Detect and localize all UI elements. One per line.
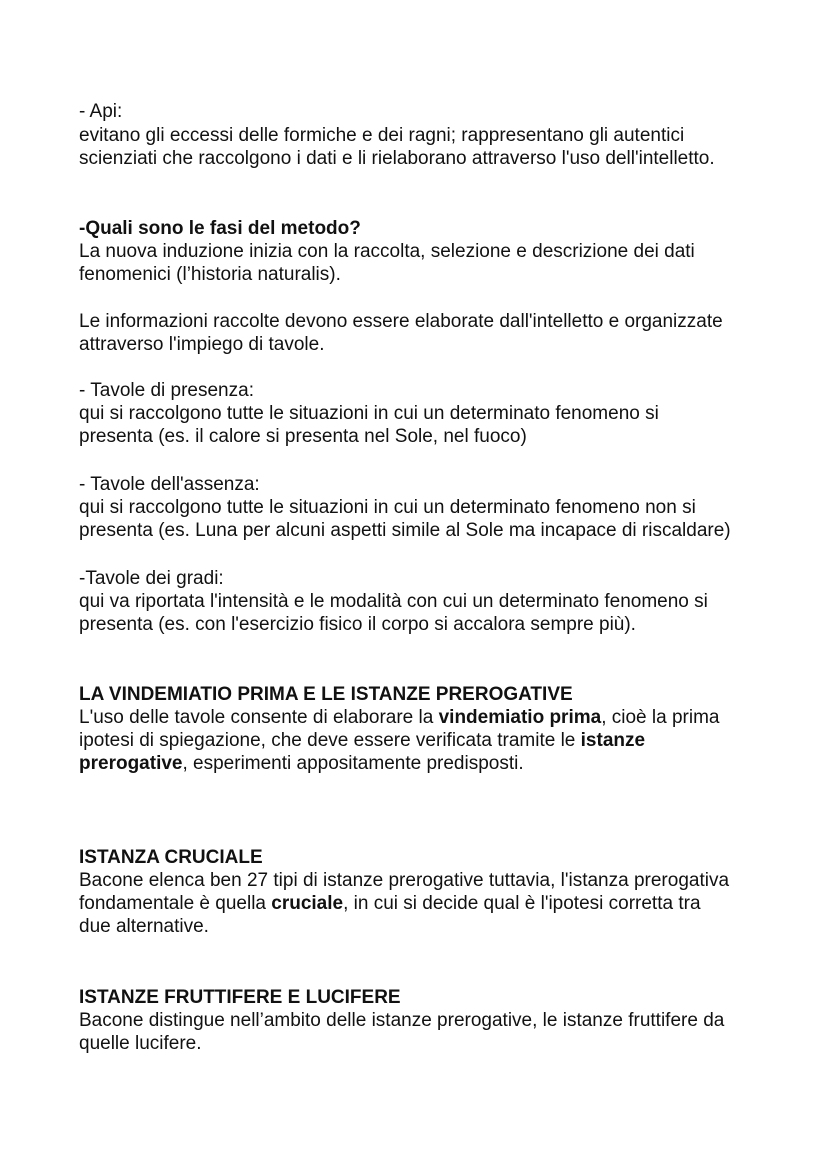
bold-term: prerogative: [79, 753, 183, 774]
paragraph-line: [79, 892, 701, 915]
bold-term: istanze: [580, 730, 646, 751]
text-run: , esperimenti appositamente predisposti.: [182, 753, 524, 774]
presence-tables-heading: - Tavole di presenza:: [79, 380, 254, 401]
paragraph-line: fenomenici (l’historia naturalis).: [79, 264, 341, 285]
paragraph-line: Le informazioni raccolte devono essere elaborate dall'intelletto e organizzate: [79, 311, 723, 332]
degrees-tables-heading: -Tavole dei gradi:: [79, 568, 224, 589]
paragraph-line: qui va riportata l'intensità e le modalità con cui un determinato fenomeno si: [79, 591, 708, 612]
paragraph-line: [79, 752, 524, 775]
paragraph-line: La nuova induzione inizia con la raccolta, selezione e descrizione dei dati: [79, 241, 695, 262]
methods-question-heading: -Quali sono le fasi del metodo?: [79, 218, 361, 239]
section-heading-vindemiatio: LA VINDEMIATIO PRIMA E LE ISTANZE PREROGATIVE: [79, 684, 573, 705]
paragraph-line: presenta (es. con l'esercizio fisico il corpo si accalora sempre più).: [79, 614, 636, 635]
text-run: ipotesi di spiegazione, che deve essere verificata tramite le: [79, 730, 581, 751]
absence-tables-heading: - Tavole dell'assenza:: [79, 474, 260, 495]
text-run: , in cui si decide qual è l'ipotesi corretta tra: [343, 893, 701, 914]
paragraph-line: qui si raccolgono tutte le situazioni in cui un determinato fenomeno non si: [79, 497, 696, 518]
paragraph-line: qui si raccolgono tutte le situazioni in cui un determinato fenomeno si: [79, 403, 659, 424]
paragraph-line: Bacone distingue nell’ambito delle istanze prerogative, le istanze fruttifere da: [79, 1010, 725, 1031]
paragraph-line: attraverso l'impiego di tavole.: [79, 334, 325, 355]
section-heading-cruciale: ISTANZA CRUCIALE: [79, 847, 263, 868]
api-text-line: scienziati che raccolgono i dati e li rielaborano attraverso l'uso dell'intelletto.: [79, 148, 715, 169]
paragraph-line: due alternative.: [79, 916, 209, 937]
paragraph-line: presenta (es. il calore si presenta nel Sole, nel fuoco): [79, 426, 527, 447]
section-heading-fruttifere: ISTANZE FRUTTIFERE E LUCIFERE: [79, 987, 401, 1008]
paragraph-line: presenta (es. Luna per alcuni aspetti simile al Sole ma incapace di riscaldare): [79, 520, 731, 541]
paragraph-line: quelle lucifere.: [79, 1033, 202, 1054]
api-heading: - Api:: [79, 101, 123, 122]
paragraph-line: [79, 706, 719, 729]
text-run: fondamentale è quella: [79, 893, 272, 914]
text-run: L'uso delle tavole consente di elaborare la: [79, 707, 439, 728]
text-run: , cioè la prima: [601, 707, 720, 728]
bold-term: cruciale: [271, 893, 344, 914]
paragraph-line: [79, 729, 645, 752]
bold-term: vindemiatio prima: [438, 707, 602, 728]
paragraph-line: Bacone elenca ben 27 tipi di istanze prerogative tuttavia, l'istanza prerogativa: [79, 870, 730, 891]
api-text-line: evitano gli eccessi delle formiche e dei ragni; rappresentano gli autentici: [79, 125, 685, 146]
